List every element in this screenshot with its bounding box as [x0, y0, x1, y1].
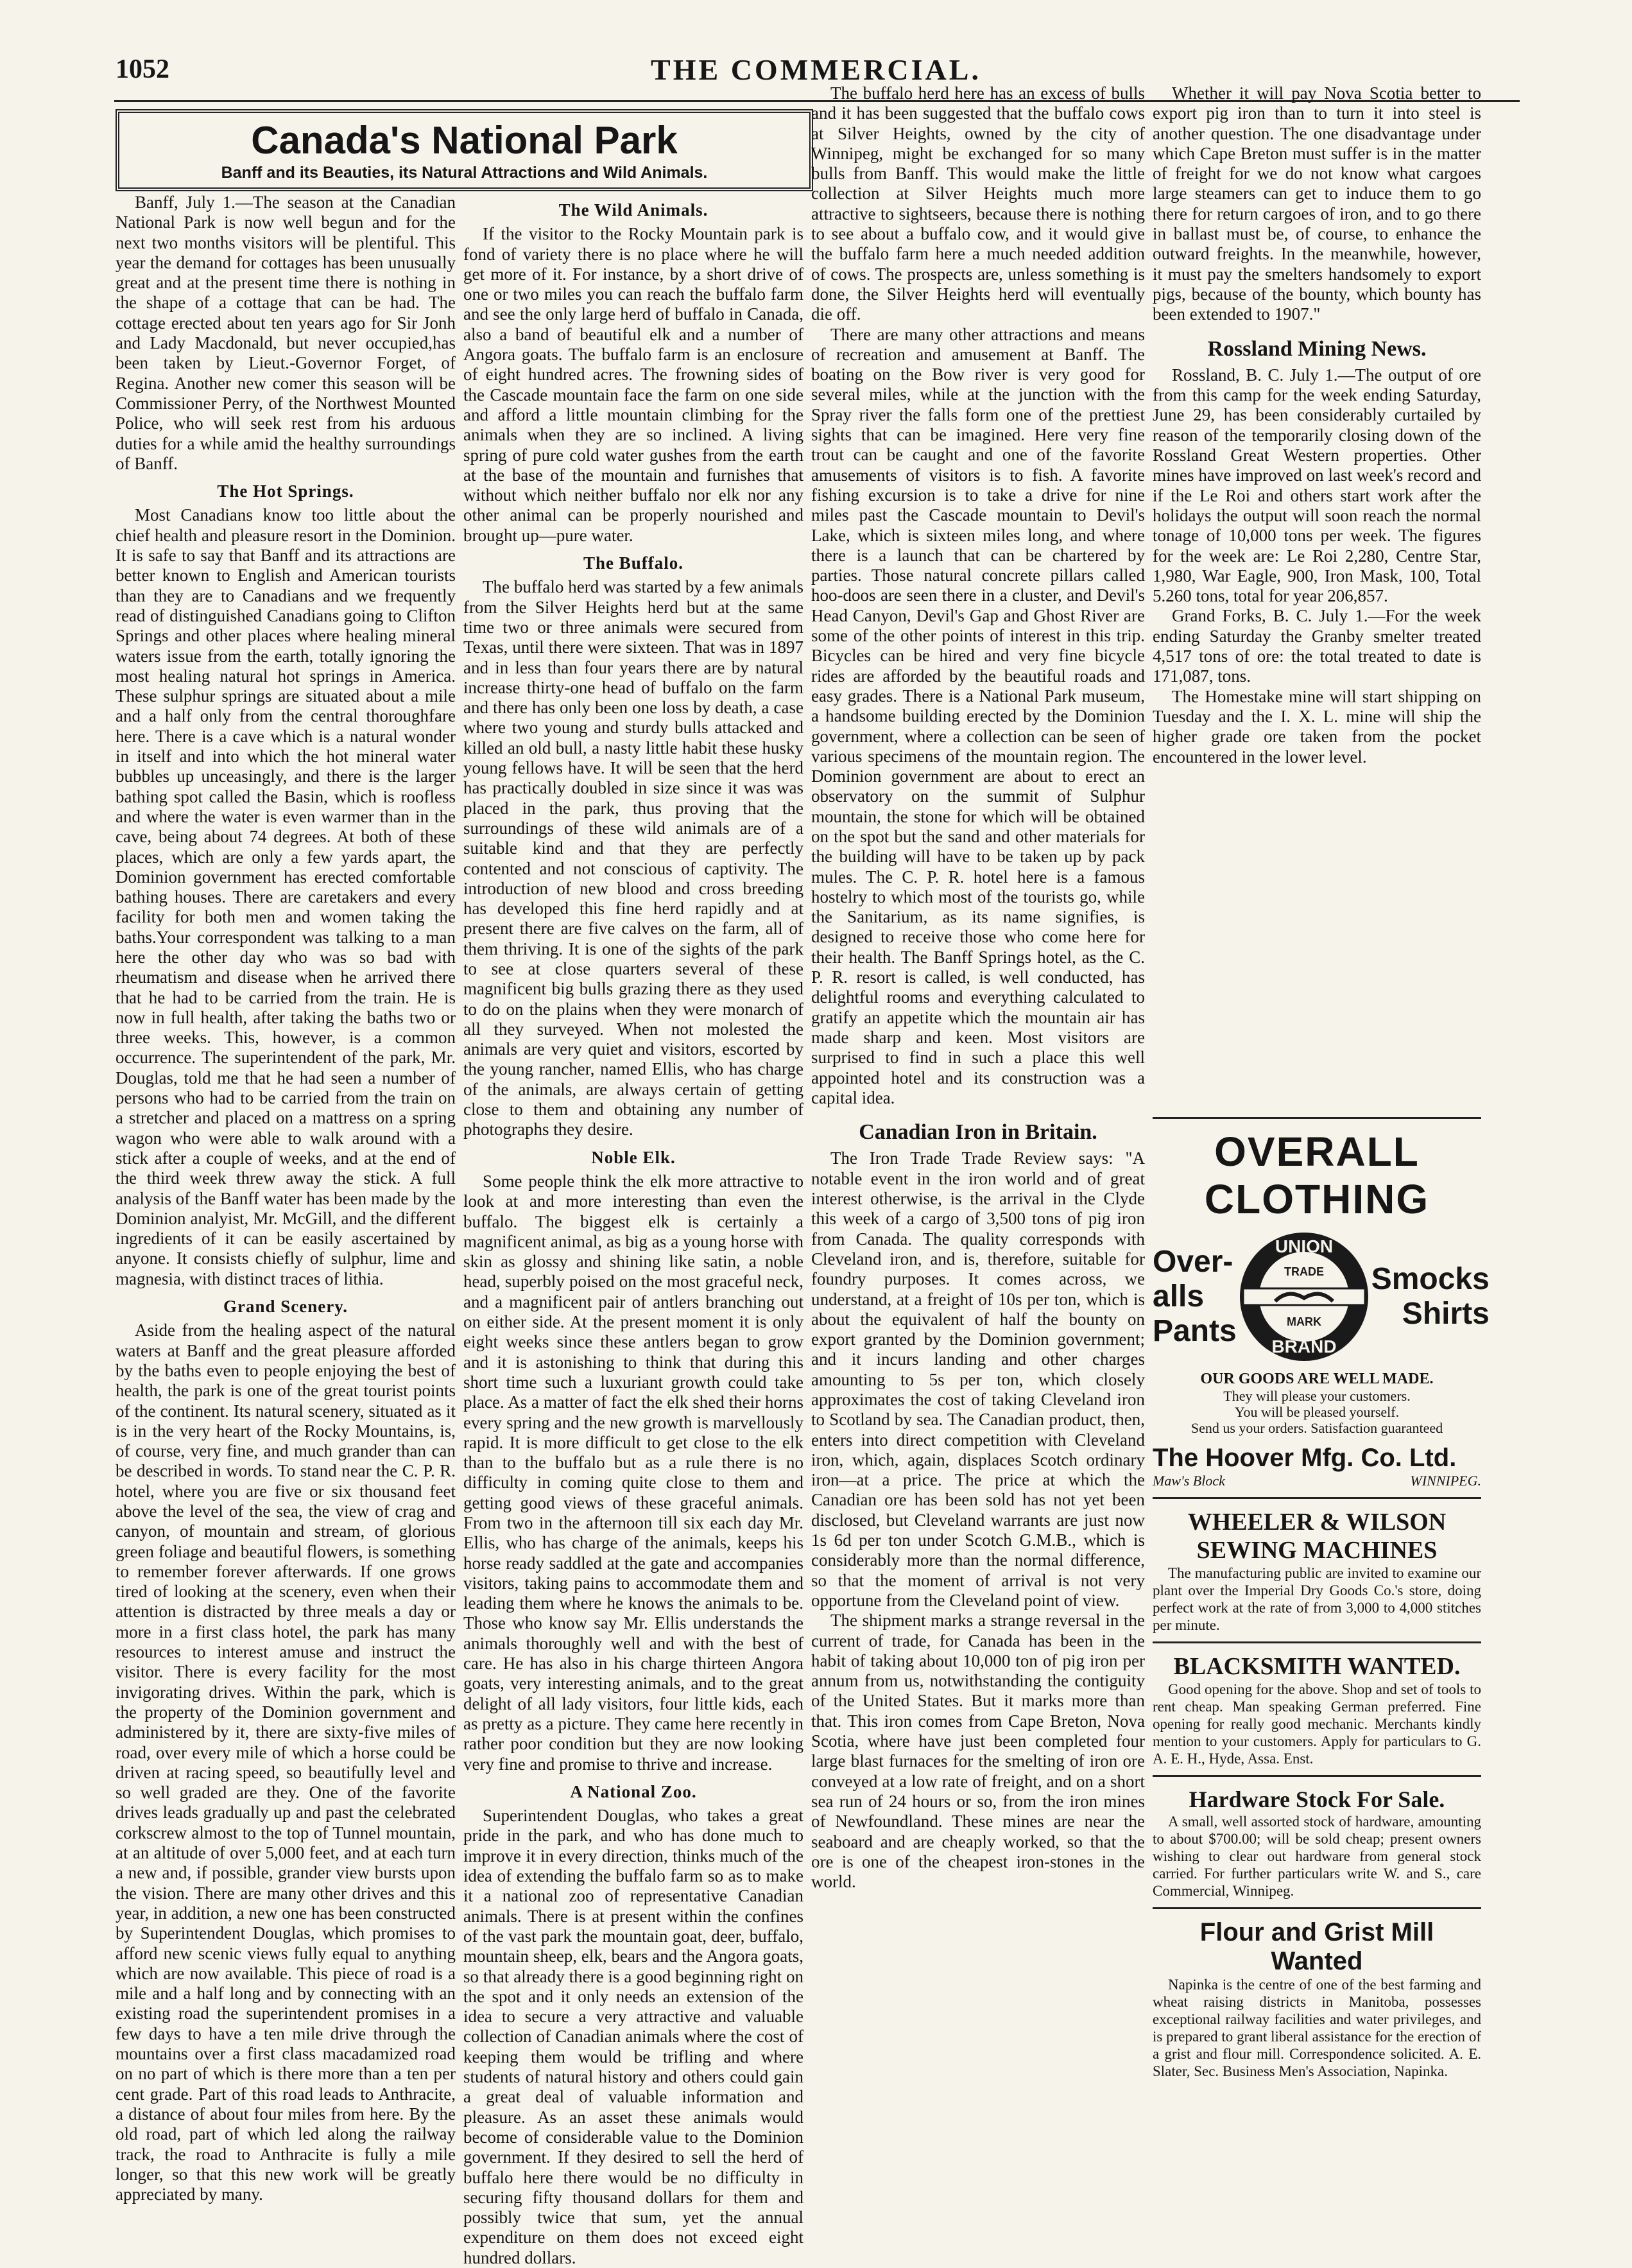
ad-title: BLACKSMITH WANTED. [1173, 1653, 1461, 1680]
ad-text: Napinka is the centre of one of the best farming and wheat raising districts in Manitoba, possesses exceptional railway facilities and water privileges, and is prepared to grant liberal assistance for the erection of a grist and flour mill. Correspondence solicited. A. E. Slater, Sec. Business Men's Association, Napinka. [1153, 1977, 1481, 2079]
ad-word: Pants [1153, 1314, 1237, 1348]
ad-hardware [1153, 1775, 1481, 1907]
ad-text: The manufacturing public are invited to examine our plant over the Imperial Dry Goods Co.'s store, doing perfect work at the rate of from 3,000 to 4,000 stitches per minute. [1153, 1565, 1481, 1633]
ad-text: A small, well assorted stock of hardware, amounting to about $700.00; will be sold cheap; present owners wishing to clear out hardware from general stock carried. For further particulars write W. and S., care Commercial, Winnipeg. [1153, 1814, 1481, 1899]
article-paragraph: Rossland, B. C. July 1.—The output of ore from this camp for the week ending Saturday, June 29, has been considerably curtailed by reason of the temporarily closing down of the Rossland Great Western properties. Other mines have improved on last week's record and if the Le Roi and others start work after the holidays the output will soon reach the normal tonage of 10,000 tons per week. The figures for the week are: Le Roi 2,280, Centre Star, 1,980, War Eagle, 900, Iron Mask, 100, Total 5.260 tons, total for year 206,857. [1153, 365, 1481, 606]
ad-line: They will please your customers. [1223, 1388, 1411, 1404]
ad-title: SEWING MACHINES [1196, 1537, 1438, 1564]
seal-top-text: UNION [1275, 1236, 1333, 1256]
union-brand-seal-icon [1237, 1229, 1371, 1364]
article-paragraph: Aside from the healing aspect of the natural waters at Banff and the great pleasure afforded by the baths even to people enjoying the best of health, the park is one of the great tourist points of the continent. Its natural scenery, situated as it is in the very heart of the Rocky Mountains, is, of course, very fine, and much grander than can be described in words. To stand near the C. P. R. hotel, where you are five or six thousand feet above the level of the sea, the view of crag and canyon, of mountain and stream, of glorious green foliage and beautiful flowers, is something to remember forever afterwards. If one grows tired of looking at the scenery, even when their attention is distracted by three meals a day or more in a first class hotel, the park has many resources to interest amuse and instruct the visitor. There is every facility for the most invigorating drives. Within the park, which is the property of the Dominion government and administered by it, there are sixty-five miles of road, over every mile of which a horse could be driven at racing speed, so beautifully level and so well graded are they. One of the favorite drives leads gradually up and past the celebrated corkscrew almost to the top of Tunnel mountain, at an altitude of over 5,000 feet, and at each turn a new and, if possible, grander view bursts upon the vision. There are many other drives and this year, in addition, a new one has been constructed by Superintendent Douglas, which promises to afford new scenic views fully equal to anything which are now available. This piece of road is a mile and a half long and by connecting with an existing road the superintendent promises in a few days to have a ten mile drive through the mountains over a first class macadamized road on no part of which is there more than a ten per cent grade. Part of this road leads to Anthracite, a distance of about four miles from here. By the old road, part of which led along the railway track, the road to Anthracite is fully a mile longer, so that this new work will be greatly appreciated by many. [116, 1320, 456, 2204]
section-heading: The Wild Animals. [558, 200, 709, 220]
ad-title: WHEELER & WILSON [1187, 1509, 1447, 1536]
ad-word: Over- [1153, 1245, 1233, 1279]
ad-word: Smocks [1371, 1262, 1490, 1296]
seal-mid-text-1: TRADE [1284, 1265, 1324, 1278]
section-heading: Noble Elk. [591, 1147, 676, 1167]
ad-line: Send us your orders. Satisfaction guaranteed [1190, 1420, 1443, 1436]
ad-title: OVERALL CLOTHING [1204, 1129, 1430, 1222]
section-heading: Grand Scenery. [223, 1297, 348, 1317]
ad-address: Maw's Block [1153, 1473, 1225, 1489]
paper-name: THE COMMERCIAL. [651, 53, 981, 86]
ad-wheeler-wilson [1153, 1497, 1481, 1641]
column-2 [463, 193, 803, 2267]
section-heading: The Hot Springs. [217, 481, 354, 501]
ad-overall-clothing [1153, 1117, 1490, 1497]
ad-word: alls [1153, 1279, 1205, 1313]
feature-subtitle: Banff and its Beauties, its Natural Attractions and Wild Animals. [221, 164, 708, 182]
seal-bottom-text: BRAND [1271, 1337, 1337, 1356]
article-paragraph: The buffalo herd here has an excess of bulls and it has been suggested that the buffalo cows at Silver Heights, owned by the city of Winnipeg, might be exchanged for so many bulls from Banff. This would make the little collection at Silver Heights much more attractive to sightseers, because there is nothing to see about a buffalo cow, and it would give the buffalo farm here a much needed addition of cows. The prospects are, unless something is done, the Silver Heights herd will eventually die off. [811, 83, 1145, 324]
section-heading: A National Zoo. [570, 1781, 697, 1801]
column-3 [811, 83, 1145, 2144]
article-paragraph: Grand Forks, B. C. July 1.—For the week ending Saturday the Granby smelter treated 4,517 tons of ore: the total treated to date is 171,087, tons. [1153, 606, 1481, 686]
seal-mid-text-2: MARK [1286, 1315, 1321, 1328]
ad-company: The Hoover Mfg. Co. Ltd. [1153, 1444, 1457, 1472]
article-paragraph: There are many other attractions and means of recreation and amusement at Banff. The boating on the Bow river is very good for several miles, while at the junction with the Spray river the falls form one of the prettiest sights that can be imagined. Here very fine trout can be caught and one of the favorite amusements of visitors is to fish. A favorite fishing excursion is to take a drive for nine miles past the Cascade mountain to Devil's Lake, which is sixteen miles long, and where there is a launch that can be chartered by parties. Those natural concrete pillars called hoo-doos are seen there in a cluster, and Devil's Head Canyon, Devil's Gap and Ghost River are some of the other points of interest in this trip. Bicycles can be hired and very fine bicycle rides are afforded by the beautiful roads and easy grades. There is a National Park museum, a handsome building erected by the Dominion government, where a collection can be seen of various specimens of the mountain region. The Dominion government are about to erect an observatory on the summit of Sulphur mountain, the stone for which will be obtained on the spot but the sand and other materials for the building will have to be taken up by pack mules. The C. P. R. hotel here is a famous hostelry to which most of the tourists go, while the Sanitarium, as its name signifies, is designed to receive those who come here for their health. The Banff Springs hotel, as the C. P. R. resort is called, is well conducted, has delightful rooms and everything calculated to gratify an appetite which the mountain air has made sharp and keen. Most visitors are surprised to find in such a place this well appointed hotel and its construction was a capital idea. [811, 324, 1145, 1107]
page-number: 1052 [116, 55, 169, 84]
article-paragraph: If the visitor to the Rocky Mountain park is fond of variety there is no place where he will get more of it. For instance, by a short drive of one or two miles you can reach the buffalo farm and see the only large herd of buffalo in Canada, also a band of beautiful elk and a number of Angora goats. The buffalo farm is an enclosure of eight hundred acres. The frowning sides of the Cascade mountain face the farm on one side and afford a little mountain climbing for the animals when they are so inclined. A living spring of pure cold water gushes from the earth at the base of the mountain and furnishes that without which neither buffalo nor elk nor any other animal can be properly nourished and brought up—pure water. [463, 224, 803, 545]
article-paragraph: The Iron Trade Trade Review says: "A notable event in the iron world and of great interest otherwise, is the arrival in the Clyde this week of a cargo of 3,500 tons of pig iron from Canada. The quality corresponds with Cleveland iron, and is, therefore, suitable for foundry purposes. It comes across, we understand, at a freight of 10s per ton, which is about the equivalent of half the bounty on export granted by the Dominion government; and it incurs landing and other charges amounting to 5s per ton, which closely approximates the cost of taking Cleveland iron to Scotland by sea. The Canadian product, then, enters into direct competition with Cleveland iron, which, again, displaces Scotch ordinary iron—at a price. The price at which the Canadian ore has been sold has not yet been disclosed, but Cleveland warrants are just now 1s 6d per ton under Scotch G.M.B., which is considerably more than the normal difference, so that the moment of arrival is not very opportune from the Cleveland point of view. [811, 1148, 1145, 1610]
ad-text: Good opening for the above. Shop and set of tools to rent cheap. Man speaking German preferred. Fine opening for really good mechanic. Merchants kindly mention to your customers. Apply for particulars to G. A. E. H., Hyde, Assa. Enst. [1153, 1681, 1481, 1767]
article-paragraph: The buffalo herd was started by a few animals from the Silver Heights herd but at the same time two or three animals were secured from Texas, until there were sixteen. That was in 1897 and in less than four years there are by natural increase thirty-one head of buffalo on the farm and there has only been one loss by death, a case where two young and sturdy bulls attacked and killed an old bull, a nasty little habit these husky young fellows have. It will be seen that the herd has practically doubled in size since it was was placed in the park, thus proving that the surroundings of these wild animals are of a suitable kind and that they are perfectly contented and not conscious of captivity. The introduction of new blood and cross breeding has developed this fine herd rapidly and at present there are five calves on the farm, all of them thriving. It is one of the sights of the park to see at close quarters several of these magnificent big bulls grazing there as they used to do on the plains when they were monarch of all they surveyed. When not molested the animals are very quiet and visitors, escorted by the young rancher, named Ellis, who has charge of the animals, are always certain of getting close to them and obtaining any number of photographs they desire. [463, 577, 803, 1139]
article-paragraph: Banff, July 1.—The season at the Canadian National Park is now well begun and for the next two months visitors will be plentiful. This year the demand for cottages has been unusually great and at the present time there is nothing in the shape of a cottage that can be had. The cottage erected about ten years ago for Sir Jonh and Lady Macdonald, but never occupied,has been taken by Lieut.-Governor Forget, of Regina. Another new comer this season will be Commissioner Perry, of the Northwest Mounted Police, who will seek rest from his arduous duties for a while amid the healthy surroundings of Banff. [116, 193, 456, 473]
article-paragraph: Superintendent Douglas, who takes a great pride in the park, and who has done much to improve it in every direction, thinks much of the idea of extending the buffalo farm so as to make it a national zoo of representative Canadian animals. There is at present within the confines of the vast park the mountain goat, deer, buffalo, mountain sheep, elk, bears and the Angora goats, so that already there is a good beginning right on the spot and it only needs an extension of the idea to secure a very attractive and valuable collection of Canadian animals where the cost of keeping them would be trifling and where students of natural history and others could gain a great deal of valuable information and pleasure. As an asset these animals would become of considerable value to the Dominion government. If they desired to sell the herd of buffalo here there would be no difficulty in securing fifty thousand dollars for them and possibly twice that sum, yet the annual expenditure on them does not exceed eight hundred dollars. [463, 1806, 803, 2267]
ad-title: Hardware Stock For Sale. [1189, 1787, 1445, 1812]
article-paragraph: The shipment marks a strange reversal in the current of trade, for Canada has been in the habit of taking about 10,000 ton of pig iron per annum from us, notwithstanding the contiguity of the United States. But it marks more than that. This iron comes from Cape Breton, Nova Scotia, where have just been completed four large blast furnaces for the smelting of iron ore conveyed at a low rate of freight, and on a short sea run of 24 hours or so, from the iron mines of Newfoundland. These mines are near the seaboard and are cheaply worked, so that the ore is one of the cheapest iron-stones in the world. [811, 1611, 1145, 1892]
ad-city: WINNIPEG. [1410, 1473, 1481, 1489]
ad-left-words [1153, 1245, 1237, 1349]
ad-line: You will be pleased yourself. [1234, 1404, 1400, 1420]
article-paragraph: The Homestake mine will start shipping on Tuesday and the I. X. L. mine will ship the higher grade ore taken from the pocket encountered in the lower level. [1153, 686, 1481, 766]
ad-title: Flour and Grist Mill Wanted [1199, 1918, 1434, 1975]
ad-tagline: OUR GOODS ARE WELL MADE. [1200, 1371, 1434, 1387]
section-heading: The Buffalo. [583, 553, 684, 573]
advertisements [1153, 1117, 1490, 2088]
article-paragraph: Whether it will pay Nova Scotia better to export pig iron than to turn it into steel is another question. The one disadvantage under which Cape Breton must suffer is in the matter of freight for we do not know what cargoes large steamers can get to induce them to go there for return cargoes of iron, and to go there in ballast must be, of course, to enhance the outward freights. In the meanwhile, however, it must pay the smelters handsomely to export pigs, because of the bounty, which bounty has been extended to 1907." [1153, 83, 1481, 324]
feature-headline-box [116, 109, 813, 191]
ad-flour-mill [1153, 1907, 1481, 2088]
column-1 [116, 193, 456, 2204]
article-title: Rossland Mining News. [1207, 336, 1427, 361]
ad-word: Shirts [1402, 1297, 1490, 1331]
ad-right-words [1371, 1262, 1490, 1331]
article-paragraph: Some people think the elk more attractive to look at and more interesting than even the buffalo. The biggest elk is certainly a magnificent animal, as big as a young horse with skin as glossy and shining like satin, a noble head, superbly poised on the most graceful neck, and a magnificent pair of antlers branching out on either side. At the present moment it is only eight weeks since these antlers began to grow and it is astonishing to think that during this short time such a luxuriant growth could take place. As a matter of fact the elk shed their horns every spring and the new growth is marvellously rapid. It is more difficult to get close to the elk than to the buffalo but as a rule there is no difficulty in coming quite close to them and getting good views of these graceful animals. From two in the afternoon till six each day Mr. Ellis, who has charge of the animals, keeps his horse ready saddled at the gate and accompanies visitors, taking pains to accommodate them and leading them where he knows the animals to be. Those who know say Mr. Ellis understands the animals thoroughly well and with the best of care. He has also in his charge thirteen Angora goats, very interesting animals, and to the great delight of all lady visitors, four little kids, each as pretty as a picture. They came here recently in rather poor condition but they are now looking very fine and promise to thrive and increase. [463, 1171, 803, 1774]
article-title: Canadian Iron in Britain. [859, 1120, 1097, 1145]
ad-body [1153, 1229, 1490, 1364]
article-paragraph: Most Canadians know too little about the chief health and pleasure resort in the Dominion. It is safe to say that Banff and its attractions are better known to English and American tourists than they are to Canadians and we frequently read of distinguished Canadians going to Clifton Springs and other places where healing mineral waters issue from the earth, totally ignoring the most healing natural hot springs in America. These sulphur springs are situated about a mile and a half only from the central thoroughfare here. There is a cave which is a natural wonder in itself and into which the hot mineral water bubbles up unceasingly, and there is the larger bathing spot called the Basin, which is roofless and where the water is even warmer than in the cave, being about 74 degrees. At both of these places, which are only a few yards apart, the Dominion government has erected comfortable bathing houses. There are caretakers and every facility for both men and women taking the baths.Your correspondent was talking to a man here the other day who was so bad with rheumatism and disease when he arrived there that he had to be carried from the train. He is now in full health, after taking the baths two or three weeks. This, however, is a common occurrence. The superintendent of the park, Mr. Douglas, told me that he had seen a number of persons who had to be carried from the train on a stretcher and placed on a mattress on a spring wagon who were able to walk around with a stick after a couple of weeks, and at the end of the third week threw away the stick. A full analysis of the Banff water has been made by the Dominion analyist, Mr. McGill, and the different ingredients of it can be easily ascertained by anyone. It consists chiefly of sulphur, lime and magnesia, with distinct traces of lithia. [116, 505, 456, 1288]
feature-title: Canada's National Park [251, 119, 678, 162]
ad-address-row [1153, 1473, 1481, 1489]
ad-blacksmith [1153, 1641, 1481, 1775]
